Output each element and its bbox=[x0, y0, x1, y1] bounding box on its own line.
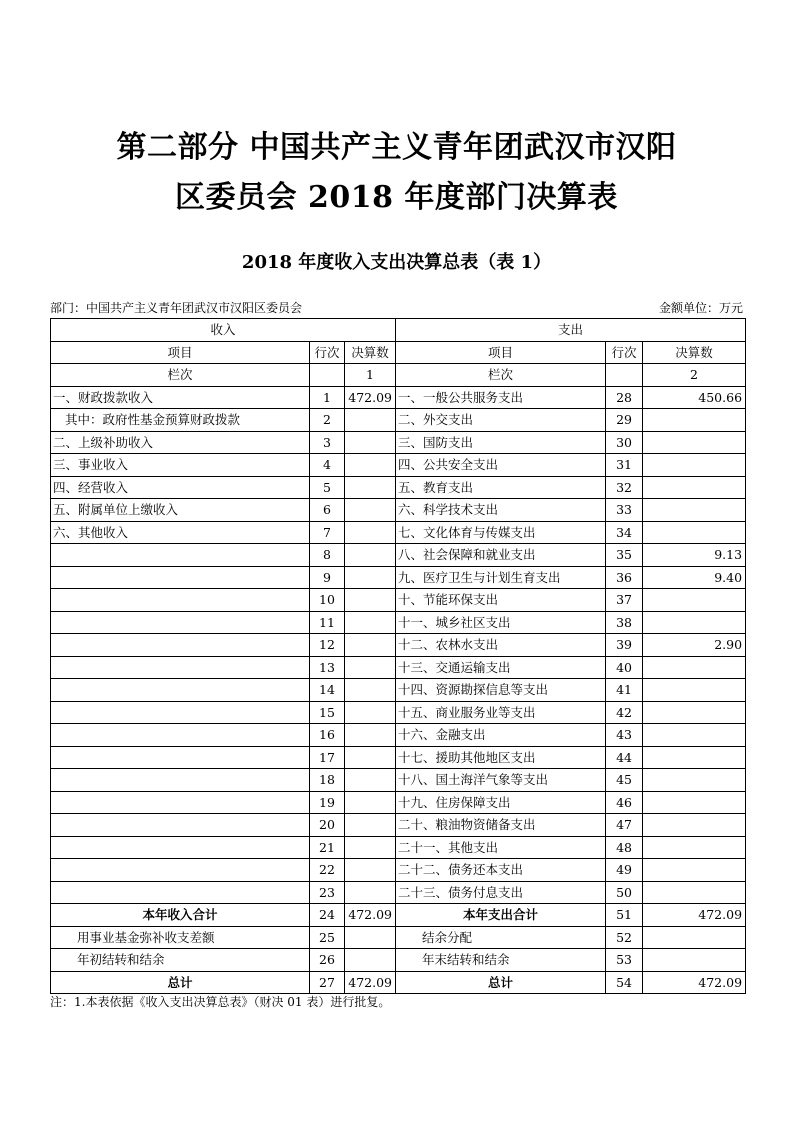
income-row-no: 8 bbox=[310, 544, 345, 567]
expense-amount bbox=[643, 476, 746, 499]
income-item-name bbox=[51, 724, 310, 747]
expense-item-name: 年末结转和结余 bbox=[396, 949, 606, 972]
income-item-name bbox=[51, 859, 310, 882]
expense-item-name: 十八、国土海洋气象等支出 bbox=[396, 769, 606, 792]
expense-row-no: 49 bbox=[606, 859, 643, 882]
expense-amount bbox=[643, 859, 746, 882]
income-row-no: 24 bbox=[310, 904, 345, 927]
income-item-name bbox=[51, 679, 310, 702]
expense-item-name: 十三、交通运输支出 bbox=[396, 656, 606, 679]
income-item-name: 五、附属单位上缴收入 bbox=[51, 499, 310, 522]
income-item-header: 项目 bbox=[51, 341, 310, 364]
expense-amount bbox=[643, 701, 746, 724]
income-item-name bbox=[51, 836, 310, 859]
expense-amount: 9.13 bbox=[643, 544, 746, 567]
table-row bbox=[51, 859, 746, 882]
expense-row-no: 34 bbox=[606, 521, 643, 544]
income-row-no: 6 bbox=[310, 499, 345, 522]
income-amount bbox=[345, 521, 396, 544]
income-amount bbox=[345, 566, 396, 589]
expense-amount bbox=[643, 791, 746, 814]
expense-row-no: 53 bbox=[606, 949, 643, 972]
expense-amount bbox=[643, 499, 746, 522]
header-row-columns bbox=[51, 341, 746, 364]
income-item-name bbox=[51, 701, 310, 724]
income-amount bbox=[345, 859, 396, 882]
expense-amount bbox=[643, 926, 746, 949]
income-item-name: 年初结转和结余 bbox=[51, 949, 310, 972]
income-amount bbox=[345, 679, 396, 702]
expense-row-no: 40 bbox=[606, 656, 643, 679]
income-amount bbox=[345, 724, 396, 747]
expense-amount bbox=[643, 746, 746, 769]
expense-amount bbox=[643, 656, 746, 679]
expense-item-name: 总计 bbox=[396, 971, 606, 994]
income-item-name bbox=[51, 656, 310, 679]
income-amount bbox=[345, 949, 396, 972]
income-amount bbox=[345, 476, 396, 499]
expense-amount bbox=[643, 769, 746, 792]
income-row-no: 12 bbox=[310, 634, 345, 657]
expense-section-header: 支出 bbox=[396, 319, 746, 342]
expense-amount: 472.09 bbox=[643, 904, 746, 927]
income-amount: 472.09 bbox=[345, 904, 396, 927]
income-item-name: 三、事业收入 bbox=[51, 454, 310, 477]
expense-row-no: 51 bbox=[606, 904, 643, 927]
income-amount bbox=[345, 611, 396, 634]
expense-amount bbox=[643, 881, 746, 904]
expense-item-name: 十六、金融支出 bbox=[396, 724, 606, 747]
income-item-name bbox=[51, 589, 310, 612]
table-row bbox=[51, 701, 746, 724]
expense-item-name: 结余分配 bbox=[396, 926, 606, 949]
table-row bbox=[51, 656, 746, 679]
expense-amount bbox=[643, 431, 746, 454]
expense-item-name: 一、一般公共服务支出 bbox=[396, 386, 606, 409]
expense-row-no: 28 bbox=[606, 386, 643, 409]
expense-rowno-header: 行次 bbox=[606, 341, 643, 364]
table-row bbox=[51, 949, 746, 972]
income-amount bbox=[345, 814, 396, 837]
income-row-no: 25 bbox=[310, 926, 345, 949]
page-title-line2: 区委员会 2018 年度部门决算表 bbox=[175, 180, 618, 215]
income-amount bbox=[345, 409, 396, 432]
income-amount bbox=[345, 656, 396, 679]
income-row-no: 10 bbox=[310, 589, 345, 612]
table-row bbox=[51, 836, 746, 859]
income-item-name bbox=[51, 611, 310, 634]
income-amount: 472.09 bbox=[345, 971, 396, 994]
expense-row-no: 30 bbox=[606, 431, 643, 454]
expense-row-no: 47 bbox=[606, 814, 643, 837]
income-column-no: 1 bbox=[345, 364, 396, 387]
expense-item-name: 三、国防支出 bbox=[396, 431, 606, 454]
expense-item-name: 十四、资源勘探信息等支出 bbox=[396, 679, 606, 702]
income-item-name bbox=[51, 769, 310, 792]
expense-item-name: 五、教育支出 bbox=[396, 476, 606, 499]
income-row-no: 3 bbox=[310, 431, 345, 454]
budget-summary-table bbox=[50, 318, 746, 994]
expense-column-no-blank bbox=[606, 364, 643, 387]
expense-item-name: 六、科学技术支出 bbox=[396, 499, 606, 522]
table-row bbox=[51, 544, 746, 567]
income-row-no: 27 bbox=[310, 971, 345, 994]
expense-row-no: 32 bbox=[606, 476, 643, 499]
expense-row-no: 36 bbox=[606, 566, 643, 589]
income-row-no: 23 bbox=[310, 881, 345, 904]
income-row-no: 4 bbox=[310, 454, 345, 477]
expense-amount bbox=[643, 611, 746, 634]
expense-row-no: 54 bbox=[606, 971, 643, 994]
table-row bbox=[51, 499, 746, 522]
expense-row-no: 37 bbox=[606, 589, 643, 612]
table-row bbox=[51, 926, 746, 949]
income-row-no: 7 bbox=[310, 521, 345, 544]
expense-row-no: 50 bbox=[606, 881, 643, 904]
expense-row-no: 35 bbox=[606, 544, 643, 567]
expense-amount bbox=[643, 589, 746, 612]
income-item-name: 四、经营收入 bbox=[51, 476, 310, 499]
income-item-name bbox=[51, 746, 310, 769]
income-row-no: 16 bbox=[310, 724, 345, 747]
expense-row-no: 46 bbox=[606, 791, 643, 814]
expense-item-header: 项目 bbox=[396, 341, 606, 364]
income-row-no: 20 bbox=[310, 814, 345, 837]
income-amount bbox=[345, 791, 396, 814]
expense-column-no: 2 bbox=[643, 364, 746, 387]
expense-amount bbox=[643, 409, 746, 432]
income-row-no: 5 bbox=[310, 476, 345, 499]
income-amount bbox=[345, 881, 396, 904]
table-row bbox=[51, 454, 746, 477]
expense-item-name: 二十、粮油物资储备支出 bbox=[396, 814, 606, 837]
table-body bbox=[51, 386, 746, 994]
income-column-no-label: 栏次 bbox=[51, 364, 310, 387]
header-row-colnumbers bbox=[51, 364, 746, 387]
income-item-name: 一、财政拨款收入 bbox=[51, 386, 310, 409]
expense-item-name: 八、社会保障和就业支出 bbox=[396, 544, 606, 567]
income-rowno-header: 行次 bbox=[310, 341, 345, 364]
table-row bbox=[51, 566, 746, 589]
expense-item-name: 十九、住房保障支出 bbox=[396, 791, 606, 814]
expense-amount-header: 决算数 bbox=[643, 341, 746, 364]
expense-column-no-label: 栏次 bbox=[396, 364, 606, 387]
expense-amount bbox=[643, 814, 746, 837]
income-amount bbox=[345, 499, 396, 522]
table-row bbox=[51, 814, 746, 837]
income-amount bbox=[345, 769, 396, 792]
footnote: 注：1.本表依据《收入支出决算总表》（财决 01 表）进行批复。 bbox=[50, 995, 391, 1009]
income-row-no: 22 bbox=[310, 859, 345, 882]
expense-amount: 2.90 bbox=[643, 634, 746, 657]
expense-amount bbox=[643, 454, 746, 477]
income-item-name: 本年收入合计 bbox=[51, 904, 310, 927]
table-row bbox=[51, 634, 746, 657]
expense-amount bbox=[643, 836, 746, 859]
income-section-header: 收入 bbox=[51, 319, 396, 342]
table-row bbox=[51, 409, 746, 432]
expense-amount bbox=[643, 949, 746, 972]
expense-row-no: 29 bbox=[606, 409, 643, 432]
income-row-no: 2 bbox=[310, 409, 345, 432]
expense-amount bbox=[643, 679, 746, 702]
table-subtitle: 2018 年度收入支出决算总表（表 1） bbox=[241, 252, 552, 273]
income-item-name bbox=[51, 544, 310, 567]
income-row-no: 15 bbox=[310, 701, 345, 724]
income-amount bbox=[345, 589, 396, 612]
expense-row-no: 48 bbox=[606, 836, 643, 859]
income-amount: 472.09 bbox=[345, 386, 396, 409]
unit-label: 金额单位：万元 bbox=[658, 301, 743, 315]
table-row bbox=[51, 521, 746, 544]
income-row-no: 1 bbox=[310, 386, 345, 409]
income-item-name bbox=[51, 634, 310, 657]
income-column-no-blank bbox=[310, 364, 345, 387]
income-row-no: 21 bbox=[310, 836, 345, 859]
income-amount bbox=[345, 454, 396, 477]
income-amount bbox=[345, 701, 396, 724]
income-amount bbox=[345, 634, 396, 657]
income-item-name bbox=[51, 814, 310, 837]
income-row-no: 9 bbox=[310, 566, 345, 589]
income-row-no: 19 bbox=[310, 791, 345, 814]
table-row bbox=[51, 881, 746, 904]
expense-row-no: 33 bbox=[606, 499, 643, 522]
expense-row-no: 39 bbox=[606, 634, 643, 657]
table-row bbox=[51, 904, 746, 927]
table-row bbox=[51, 431, 746, 454]
table-row bbox=[51, 589, 746, 612]
expense-row-no: 44 bbox=[606, 746, 643, 769]
table-row bbox=[51, 386, 746, 409]
table-row bbox=[51, 971, 746, 994]
expense-item-name: 二十三、债务付息支出 bbox=[396, 881, 606, 904]
department-label: 部门：中国共产主义青年团武汉市汉阳区委员会 bbox=[50, 301, 303, 315]
income-amount-header: 决算数 bbox=[345, 341, 396, 364]
expense-amount bbox=[643, 521, 746, 544]
income-item-name bbox=[51, 566, 310, 589]
table-row bbox=[51, 611, 746, 634]
expense-item-name: 十一、城乡社区支出 bbox=[396, 611, 606, 634]
income-row-no: 14 bbox=[310, 679, 345, 702]
income-amount bbox=[345, 836, 396, 859]
income-amount bbox=[345, 926, 396, 949]
expense-item-name: 七、文化体育与传媒支出 bbox=[396, 521, 606, 544]
table-meta bbox=[50, 298, 743, 318]
income-item-name bbox=[51, 881, 310, 904]
table-row bbox=[51, 769, 746, 792]
expense-row-no: 45 bbox=[606, 769, 643, 792]
income-row-no: 11 bbox=[310, 611, 345, 634]
income-amount bbox=[345, 544, 396, 567]
income-item-name: 用事业基金弥补收支差额 bbox=[51, 926, 310, 949]
expense-item-name: 本年支出合计 bbox=[396, 904, 606, 927]
income-row-no: 17 bbox=[310, 746, 345, 769]
expense-amount: 472.09 bbox=[643, 971, 746, 994]
income-row-no: 26 bbox=[310, 949, 345, 972]
income-item-name: 六、其他收入 bbox=[51, 521, 310, 544]
expense-item-name: 十、节能环保支出 bbox=[396, 589, 606, 612]
page-title-line1: 第二部分 中国共产主义青年团武汉市汉阳 bbox=[116, 130, 677, 165]
header-row-sections bbox=[51, 319, 746, 342]
income-row-no: 18 bbox=[310, 769, 345, 792]
income-amount bbox=[345, 746, 396, 769]
table-row bbox=[51, 476, 746, 499]
expense-row-no: 31 bbox=[606, 454, 643, 477]
expense-row-no: 38 bbox=[606, 611, 643, 634]
expense-item-name: 十二、农林水支出 bbox=[396, 634, 606, 657]
expense-item-name: 二十一、其他支出 bbox=[396, 836, 606, 859]
expense-item-name: 二十二、债务还本支出 bbox=[396, 859, 606, 882]
income-item-name: 总计 bbox=[51, 971, 310, 994]
income-item-name: 其中：政府性基金预算财政拨款 bbox=[51, 409, 310, 432]
expense-item-name: 九、医疗卫生与计划生育支出 bbox=[396, 566, 606, 589]
income-item-name bbox=[51, 791, 310, 814]
expense-item-name: 十七、援助其他地区支出 bbox=[396, 746, 606, 769]
table-row bbox=[51, 791, 746, 814]
expense-row-no: 43 bbox=[606, 724, 643, 747]
expense-item-name: 二、外交支出 bbox=[396, 409, 606, 432]
expense-row-no: 42 bbox=[606, 701, 643, 724]
table-row bbox=[51, 679, 746, 702]
expense-row-no: 52 bbox=[606, 926, 643, 949]
income-item-name: 二、上级补助收入 bbox=[51, 431, 310, 454]
table-row bbox=[51, 724, 746, 747]
expense-item-name: 四、公共安全支出 bbox=[396, 454, 606, 477]
income-amount bbox=[345, 431, 396, 454]
expense-item-name: 十五、商业服务业等支出 bbox=[396, 701, 606, 724]
income-row-no: 13 bbox=[310, 656, 345, 679]
expense-row-no: 41 bbox=[606, 679, 643, 702]
expense-amount bbox=[643, 724, 746, 747]
table-row bbox=[51, 746, 746, 769]
expense-amount: 9.40 bbox=[643, 566, 746, 589]
expense-amount: 450.66 bbox=[643, 386, 746, 409]
